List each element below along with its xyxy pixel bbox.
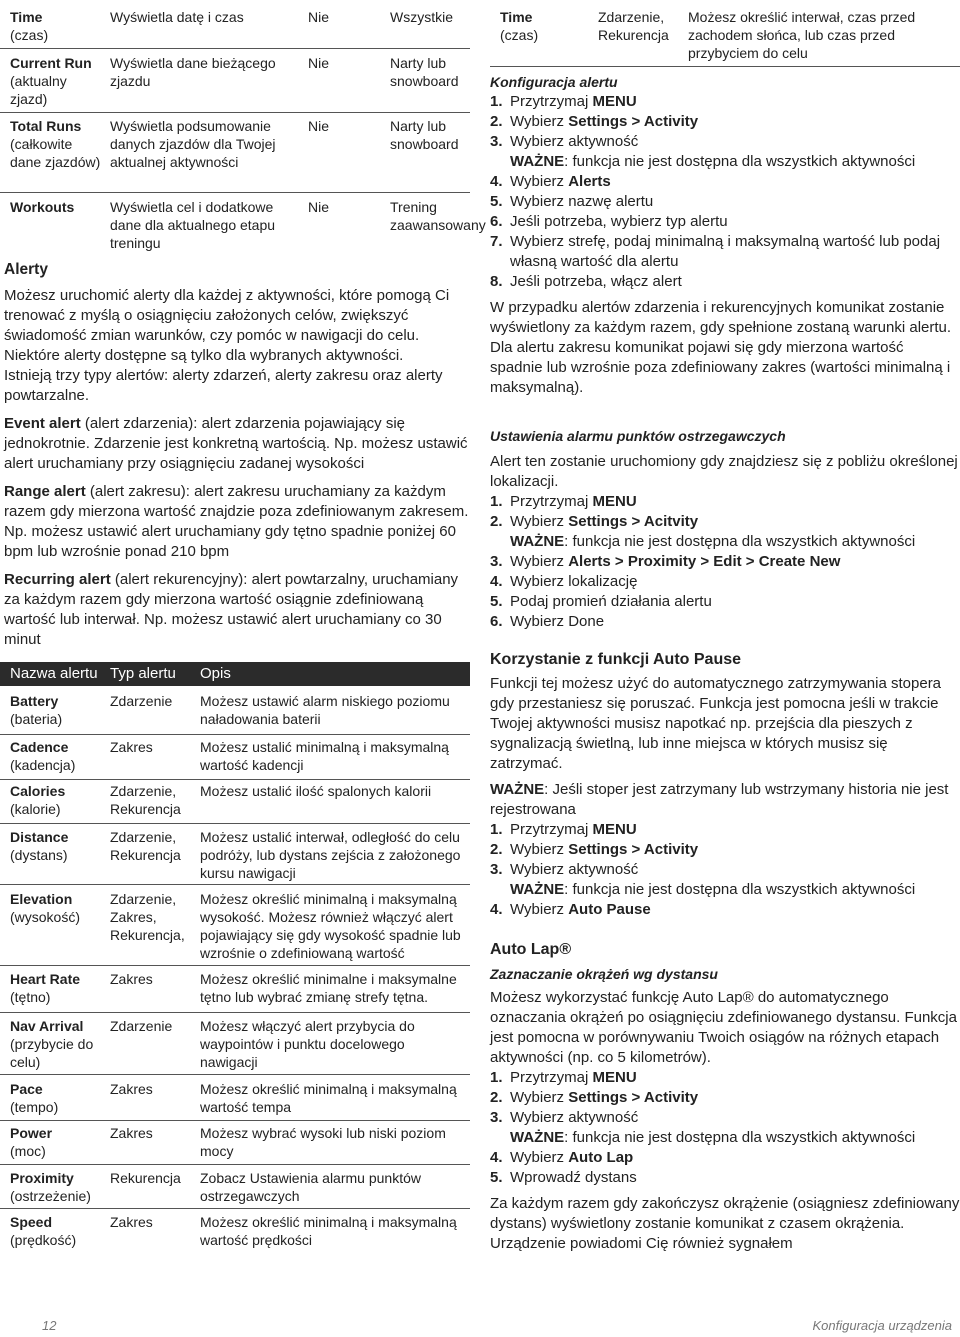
paragraph: Możesz uruchomić alerty dla każdej z aktywności, które pomogą Ci trenować z myślą o osiągnięciu założonych celów, zwiększyć świadomość zmian warunków, czy pomóc w nawigacji do celu. Niektóre alerty dostępne są tylko dla wybranych aktywności. (4, 287, 450, 364)
autopause-section: Korzystanie z funkcji Auto Pause Funkcji tej możesz użyć do automatycznego zatrzymywania stopera gdy przestaniesz się poruszać. Funkcja jest pomocna jeśli w trakcie Twojej aktywności musisz napotkać np. przejścia dla pieszych z sygnalizacją świetlną, lub inne miejsca w których musisz się zatrzymać. WAŻNE: Jeśli stoper jest zatrzymany lub wstrzymany historia nie jest rejestrowana 1. Przytrzymaj MENU 2. Wybierz Settings > Activity 3. Wybierz aktywność WAŻNE: funkcja nie jest dostępna dla wszystkich aktywności 4. Wybierz Auto Pause (490, 651, 949, 918)
paragraph: Event alert (alert zdarzenia): alert zdarzenia pojawiający się jednokrotnie. Zdarzenie jest konkretną wartością. Np. możesz ustawić alert uruchamiany przy osiągnięciu zadanej wysokości (4, 415, 468, 472)
footer-section-title: Konfiguracja urządzenia (812, 1318, 952, 1333)
page-number: 12 (42, 1318, 57, 1333)
paragraph: Recurring alert (alert rekurencyjny): alert powtarzalny, uruchamiany za każdym razem gdy mierzona wartość osiągnie zdefiniowaną wartość lub interwał. Np. możesz ustawić alert uruchamiany co 30 minut (4, 571, 459, 648)
autolap-section: Auto Lap® Zaznaczanie okrążeń wg dystansu Możesz wykorzystać funkcję Auto Lap® do automatycznego oznaczania okrążeń po osiągnięciu zdefiniowanego dystansu. Funkcja jest pomocna w porównywaniu Twoich osiągów na różnych etapach aktywności (np. co 5 kilometrów). 1. Przytrzymaj MENU 2. Wybierz Settings > Activity 3. Wybierz aktywność WAŻNE: funkcja nie jest dostępna dla wszystkich aktywności 4. Wybierz Auto Lap 5. Wprowadź dystans Za każdym razem gdy zakończysz okrążenie (osiągniesz zdefiniowany dystans) wyświetlony zostanie komunikat z czasem okrążenia. Urządzenie powiadomi Cię również sygnałem (490, 941, 960, 1252)
table-header: Nazwa alertu Typ alertu Opis (0, 662, 470, 686)
proximity-section: Ustawienia alarmu punktów ostrzegawczych Alert ten zostanie uruchomiony gdy znajdziesz się z pobliżu określonej lokalizacji. 1. Przytrzymaj MENU 2. Wybierz Settings > Acitvity WAŻNE: funkcja nie jest dostępna dla wszystkich aktywności 3. Wybierz Alerts > Proximity > Edit > Create New 4. Wybierz lokalizację 5. Podaj promień działania alertu 6. Wybierz Done (490, 428, 958, 630)
section-heading-alerty: Alerty (4, 261, 48, 278)
paragraph: Istnieją trzy typy alertów: alerty zdarzeń, alerty zakresu oraz alerty powtarzalne. (4, 367, 443, 404)
paragraph: Range alert (alert zakresu): alert zakresu uruchamiany za każdym razem gdy mierzona wartość znajdzie poza zdefiniowanym zakresem. Np. możesz ustawić alert uruchamiany gdy tętno spadnie poniżej 60 bpm lub wzrośnie ponad 210 bpm (4, 483, 469, 560)
config-section: Konfiguracja alertu 1. Przytrzymaj MENU 2. Wybierz Settings > Activity 3. Wybierz aktywność WAŻNE: funkcja nie jest dostępna dla wszystkich aktywności 4. Wybierz Alerts 5. Wybierz nazwę alertu 6. Jeśli potrzeba, wybierz typ alertu 7. Wybierz strefę, podaj minimalną i maksymalną wartość lub podaj własną wartość dla alertu 8. Jeśli potrzeba, włącz alert W przypadku alertów zdarzenia i rekurencyjnych komunikat zostanie wyświetlony za każdym razem, gdy spełnione zostaną warunki alertu. Dla alertu zakresu komunikat pojawi się gdy mierzona wartość spadnie lub wzrośnie poza zdefiniowany zakres (wartości minimalną i maksymalną). (490, 74, 952, 396)
